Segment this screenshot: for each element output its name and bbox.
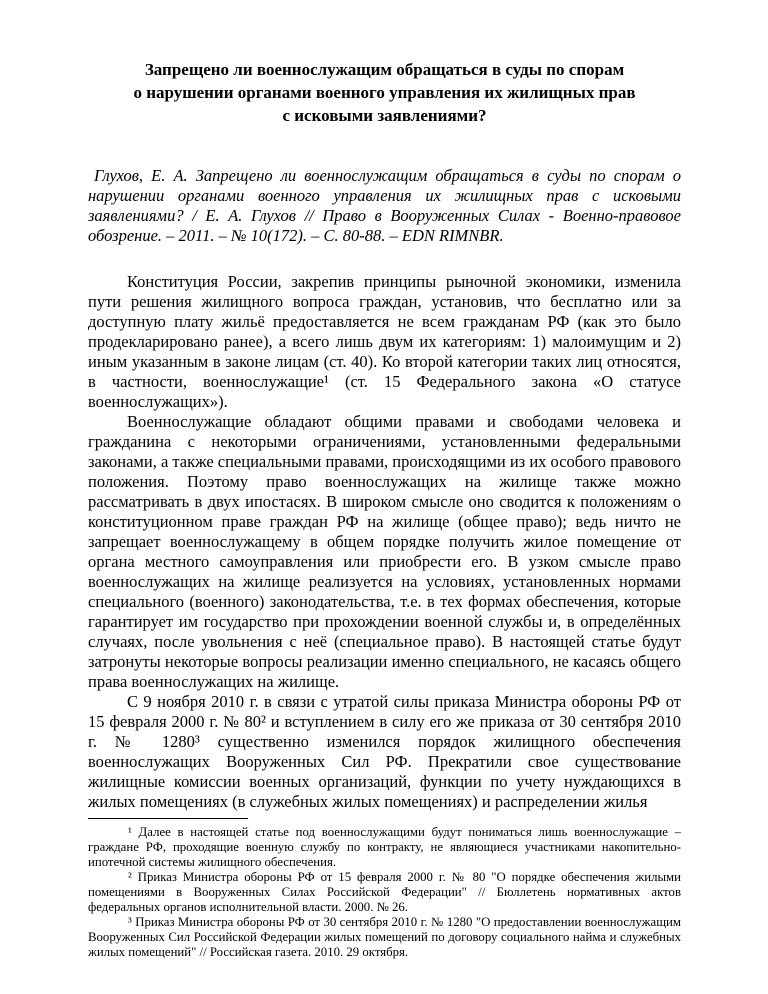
body-paragraph-3: С 9 ноября 2010 г. в связи с утратой силы приказа Министра обороны РФ от 15 февраля 2000 г. № 80² и вступлением в силу его же приказа от 30 сентября 2010 г. № 1280³ существенно изменился порядок жилищного обеспечения военнослужащих Вооруженных Сил РФ. Прекратили свое существование жилищные комиссии военных организаций, функции по учету нуждающихся в жилых помещениях (в служебных жилых помещениях) и распределении жилья (88, 692, 681, 811)
footnote-2: ² Приказ Министра обороны РФ от 15 февраля 2000 г. № 80 "О порядке обеспечения жилыми помещениями в Вооруженных Силах Российской Федерации" // Бюллетень нормативных актов федеральных органов исполнительной власти. 2000. № 26. (88, 870, 681, 914)
body-paragraph-2: Военнослужащие обладают общими правами и свободами человека и гражданина с некоторыми ограничениями, установленными федеральными законами, а также специальными правами, происходящими из их особого правового положения. Поэтому право военнослужащих на жилище также можно рассматривать в двух ипостасях. В широком смысле оно сводится к положениям о конституционном праве граждан РФ на жилище (общее право); ведь ничто не запрещает военнослужащему в общем порядке получить жилое помещение от органа местного самоуправления или приобрести его. В узком смысле право военнослужащих на жилище реализуется на условиях, установленных нормами специального (военного) законодательства, т.е. в тех формах обеспечения, которые гарантирует им государство при прохождении военной службы и, в определённых случаях, после увольнения с неё (специальное право). В настоящей статье будут затронуты некоторые вопросы реализации именно специального, не касаясь общего права военнослужащих на жилище. (88, 412, 682, 691)
footnotes-section (88, 818, 681, 960)
bibliographic-citation: Глухов, Е. А. Запрещено ли военнослужащим обращаться в суды по спорам о нарушении органами военного управления их жилищных прав с исковыми заявлениями? / Е. А. Глухов // Право в Вооруженных Силах - Военно-правовое обозрение. – 2011. – № 10(172). – С. 80-88. – EDN RIMNBR. (88, 166, 681, 245)
article-title (88, 58, 681, 127)
footnote-1: ¹ Далее в настоящей статье под военнослужащими будут пониматься лишь военнослужащие – граждане РФ, проходящие военную службу по контракту, не являющиеся участниками накопительно-ипотечной системы жилищного обеспечения. (88, 825, 681, 869)
footnote-3: ³ Приказ Министра обороны РФ от 30 сентября 2010 г. № 1280 "О предоставлении военнослужащим Вооруженных Сил Российской Федерации жилых помещений по договору социального найма и служебных жилых помещений" // Российская газета. 2010. 29 октября. (88, 915, 681, 959)
article-title-line-1: Запрещено ли военнослужащим обращаться в суды по спорам (144, 60, 625, 79)
footnote-separator-line (88, 818, 248, 819)
article-title-line-3: с исковыми заявлениями? (282, 106, 487, 125)
article-body (88, 272, 681, 812)
article-title-line-2: о нарушении органами военного управления их жилищных прав (133, 83, 636, 102)
body-paragraph-1: Конституция России, закрепив принципы рыночной экономики, изменила пути решения жилищного вопроса граждан, установив, что бесплатно или за доступную плату жильё предоставляется не всем гражданам РФ (как это было продекларировано ранее), а всего лишь двум их категориям: 1) малоимущим и 2) иным указанным в законе лицам (ст. 40). Ко второй категории таких лиц относятся, в частности, военнослужащие¹ (ст. 15 Федерального закона «О статусе военнослужащих»). (88, 272, 681, 411)
